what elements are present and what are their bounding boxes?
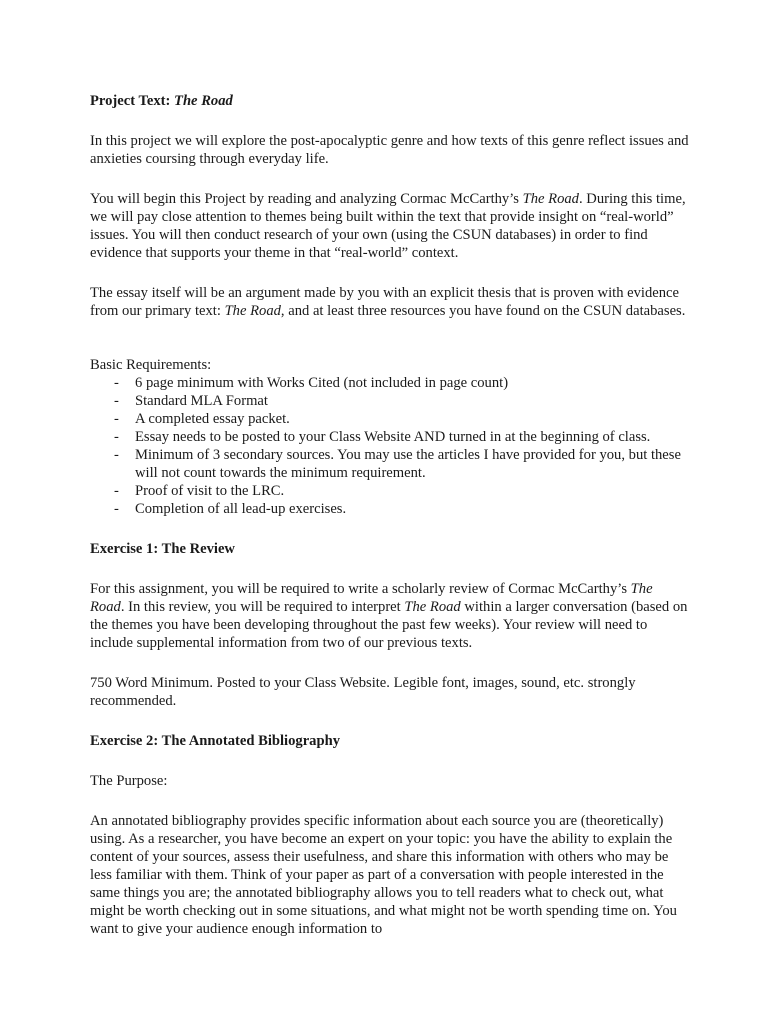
exercise2-heading: Exercise 2: The Annotated Bibliography — [90, 733, 341, 749]
requirements-label: Basic Requirements: — [90, 357, 212, 373]
list-item: - Standard MLA Format — [114, 393, 268, 409]
project-heading-title: The Road — [174, 93, 233, 109]
project-heading — [90, 92, 690, 110]
list-item: - A completed essay packet. — [114, 411, 290, 427]
purpose-label: The Purpose: — [90, 773, 168, 789]
list-item: - 6 page minimum with Works Cited (not included in page count) — [114, 375, 509, 391]
list-item: - Minimum of 3 secondary sources. You may use the articles I have provided for you, but these will not count towards the minimum requirement. — [114, 447, 681, 481]
project-heading-prefix: Project Text: — [90, 93, 175, 109]
purpose-paragraph: An annotated bibliography provides specific information about each source you are (theoretically) using. As a researcher, you have become an expert on your topic: you have the ability to explain the content of your sources, assess their usefulness, and share this information with others who may be less familiar with them. Think of your paper as part of a conversation with people interested in the same things you are; the annotated bibliography allows you to tell readers what to check out, what might be worth checking out in some situations, and what might not be worth spending time on. You want to give your audience enough information to — [90, 813, 677, 937]
exercise1-heading: Exercise 1: The Review — [90, 541, 235, 557]
exercise1-paragraph-1: For this assignment, you will be required to write a scholarly review of Cormac McCarthy’s The Road. In this review, you will be required to interpret The Road within a larger conversation (based on the themes you have been developing throughout the past few weeks). Your review will need to include supplemental information from two of our previous texts. — [90, 581, 688, 651]
project-intro: In this project we will explore the post-apocalyptic genre and how texts of this genre reflect issues and anxieties coursing through everyday life. — [90, 133, 689, 167]
list-item: - Completion of all lead-up exercises. — [114, 501, 347, 517]
requirements-list — [90, 374, 690, 518]
list-item: - Proof of visit to the LRC. — [114, 483, 285, 499]
project-paragraph-3: The essay itself will be an argument made by you with an explicit thesis that is proven with evidence from our primary text: The Road, and at least three resources you have found on the CSUN databases. — [90, 285, 686, 319]
exercise1-paragraph-2: 750 Word Minimum. Posted to your Class Website. Legible font, images, sound, etc. strongly recommended. — [90, 675, 636, 709]
document-page — [90, 92, 690, 938]
project-paragraph-2: You will begin this Project by reading and analyzing Cormac McCarthy’s The Road. During this time, we will pay close attention to themes being built within the text that provide insight on “real-world” issues. You will then conduct research of your own (using the CSUN databases) in order to find evidence that supports your theme in that “real-world” context. — [90, 191, 686, 261]
list-item: - Essay needs to be posted to your Class Website AND turned in at the beginning of class. — [114, 429, 651, 445]
